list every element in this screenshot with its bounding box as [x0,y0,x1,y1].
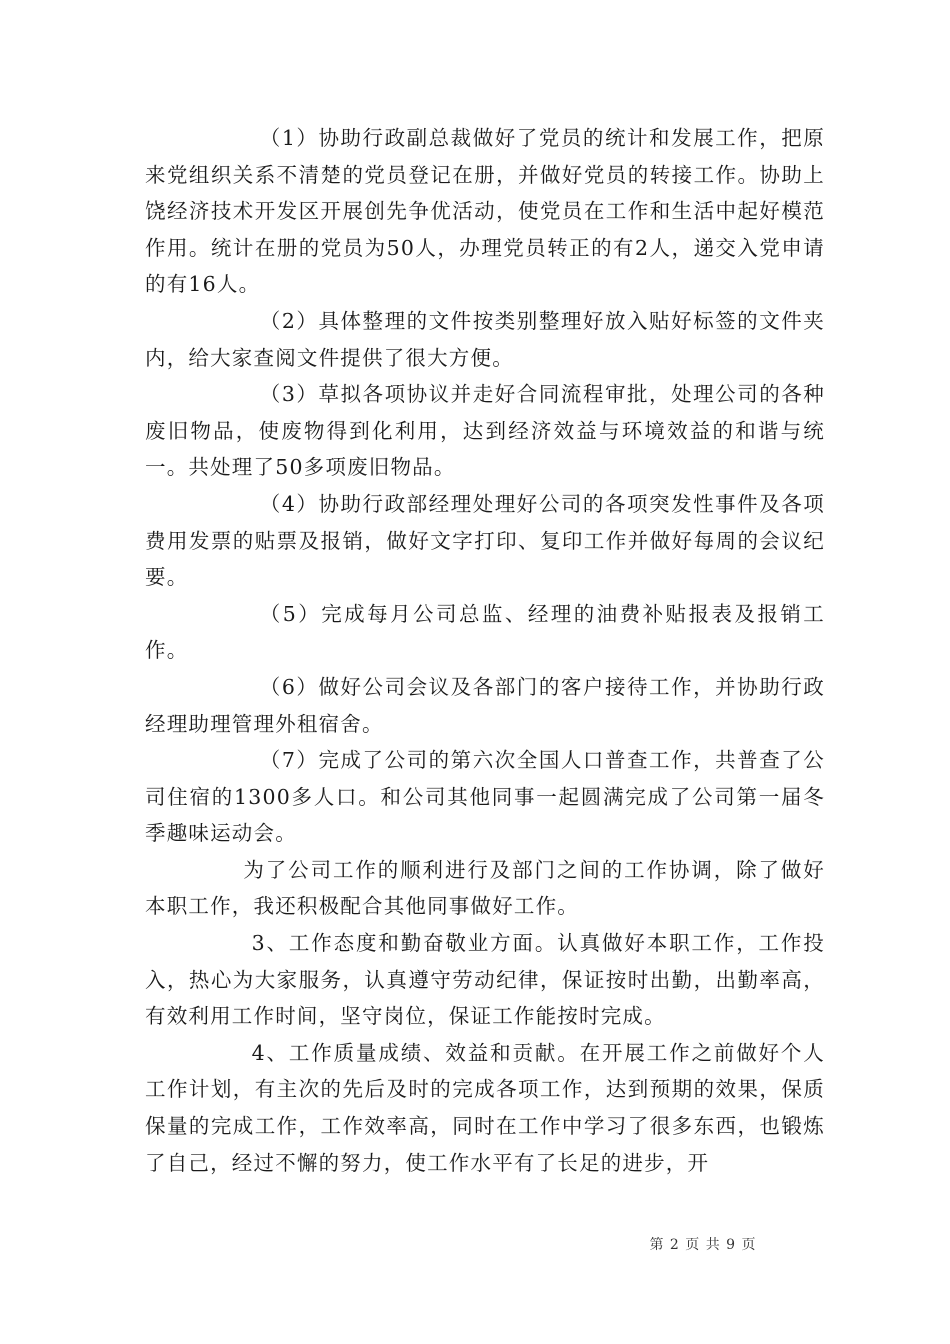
paragraph-item-2: （2）具体整理的文件按类别整理好放入贴好标签的文件夹内，给大家查阅文件提供了很大方便。 [145,308,825,370]
paragraph-section-4: 4、工作质量成绩、效益和贡献。在开展工作之前做好个人工作计划，有主次的先后及时的完成各项工作，达到预期的效果，保质保量的完成工作，工作效率高，同时在工作中学习了很多东西，也锻炼了自己，经过不懈的努力，使工作水平有了长足的进步，开 [145,1040,825,1175]
paragraph-item-7: （7）完成了公司的第六次全国人口普查工作，共普查了公司住宿的1300多人口。和公司其他同事一起圆满完成了公司第一届冬季趣味运动会。 [145,748,825,846]
page-number: 第 2 页 共 9 页 [649,1237,757,1253]
page-footer [0,1234,950,1254]
paragraph-section-3: 3、工作态度和勤奋敬业方面。认真做好本职工作，工作投入，热心为大家服务，认真遵守劳动纪律，保证按时出勤，出勤率高，有效利用工作时间，坚守岗位，保证工作能按时完成。 [145,931,825,1029]
paragraph-item-3: （3）草拟各项协议并走好合同流程审批，处理公司的各种废旧物品，使废物得到化利用，达到经济效益与环境效益的和谐与统一。共处理了50多项废旧物品。 [145,382,825,480]
document-body [145,120,825,1181]
paragraph-item-5: （5）完成每月公司总监、经理的油费补贴报表及报销工作。 [145,601,825,663]
paragraph-cooperation: 为了公司工作的顺利进行及部门之间的工作协调，除了做好本职工作，我还积极配合其他同事做好工作。 [145,857,825,919]
paragraph-item-4: （4）协助行政部经理处理好公司的各项突发性事件及各项费用发票的贴票及报销，做好文字打印、复印工作并做好每周的会议纪要。 [145,491,825,590]
paragraph-item-1: （1）协助行政副总裁做好了党员的统计和发展工作，把原来党组织关系不清楚的党员登记在册，并做好党员的转接工作。协助上饶经济技术开发区开展创先争优活动，使党员在工作和生活中起好模范作用。统计在册的党员为50人，办理党员转正的有2人，递交入党申请的有16人。 [145,126,825,297]
paragraph-item-6: （6）做好公司会议及各部门的客户接待工作，并协助行政经理助理管理外租宿舍。 [145,674,825,736]
